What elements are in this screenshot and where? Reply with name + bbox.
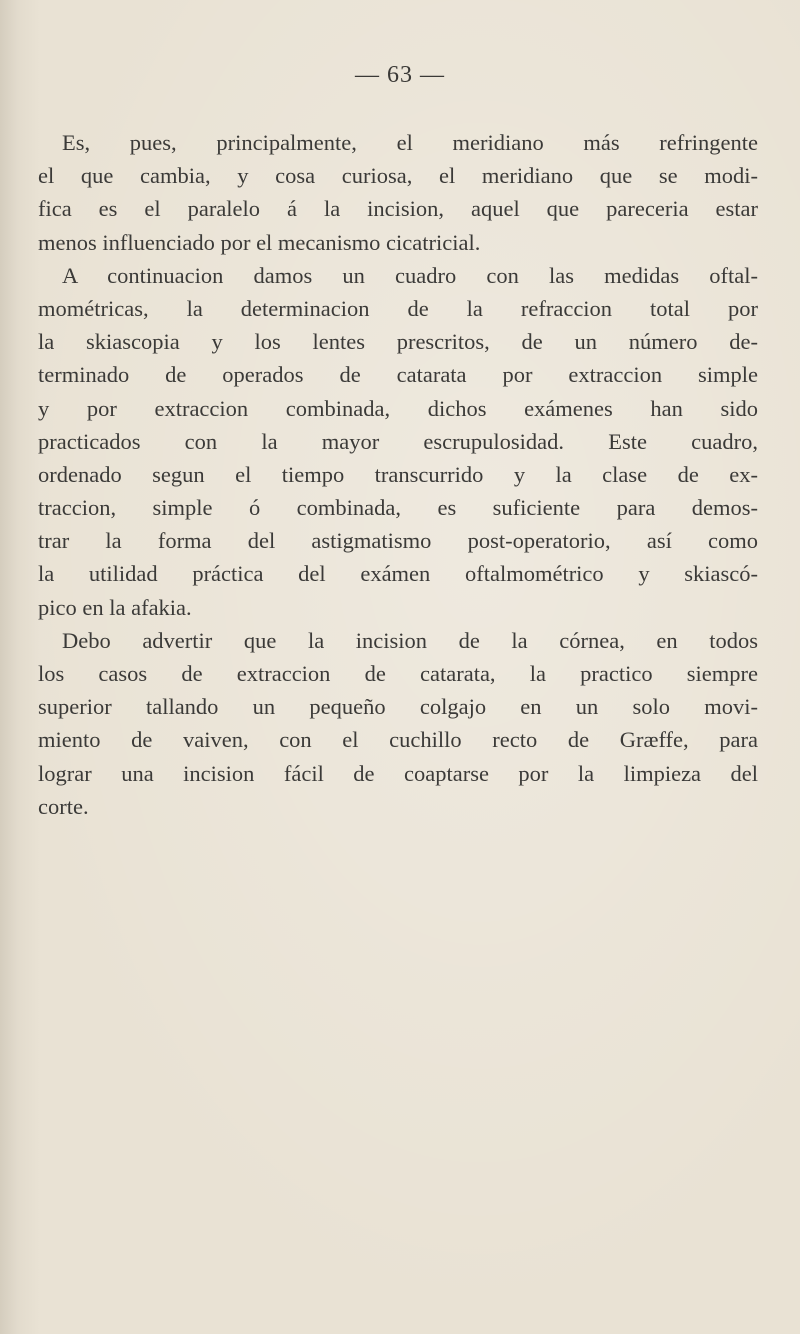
text-line: traccion, simple ó combinada, es suficiente para demos-	[38, 495, 758, 521]
text-line: mométricas, la determinacion de la refraccion total por	[38, 295, 758, 321]
text-line: superior tallando un pequeño colgajo en un solo movi-	[38, 694, 758, 720]
text-line: Debo advertir que la incision de la córnea, en todos	[62, 627, 758, 653]
text-line: ordenado segun el tiempo transcurrido y la clase de ex-	[38, 461, 758, 487]
text-line: Es, pues, principalmente, el meridiano más refringente	[62, 130, 758, 155]
text-line: lograr una incision fácil de coaptarse por la limpieza del	[38, 760, 758, 786]
text-line: la utilidad práctica del exámen oftalmométrico y skiascó-	[38, 561, 758, 587]
text-line: los casos de extraccion de catarata, la practico siempre	[38, 661, 758, 686]
paragraph-2	[38, 259, 758, 624]
text-line: terminado de operados de catarata por extraccion simple	[38, 362, 758, 388]
text-line: pico en la afakia.	[38, 594, 192, 620]
page-number: — 63 —	[355, 62, 445, 88]
text-line: practicados con la mayor escrupulosidad. Este cuadro,	[38, 428, 758, 454]
text-line: corte.	[38, 793, 89, 819]
text-line: y por extraccion combinada, dichos exámenes han sido	[38, 395, 758, 421]
text-line: fica es el paralelo á la incision, aquel que pareceria estar	[38, 196, 758, 222]
paragraph-1	[38, 126, 758, 259]
body-text	[38, 126, 758, 823]
text-line: A continuacion damos un cuadro con las medidas oftal-	[62, 262, 758, 288]
text-line: el que cambia, y cosa curiosa, el meridiano que se modi-	[38, 163, 758, 189]
text-line: miento de vaiven, con el cuchillo recto de Græffe, para	[38, 727, 758, 753]
text-line: la skiascopia y los lentes prescritos, de un número de-	[38, 329, 758, 355]
paragraph-3	[38, 624, 758, 823]
text-line: trar la forma del astigmatismo post-operatorio, así como	[38, 528, 758, 554]
text-line: menos influenciado por el mecanismo cicatricial.	[38, 229, 481, 255]
